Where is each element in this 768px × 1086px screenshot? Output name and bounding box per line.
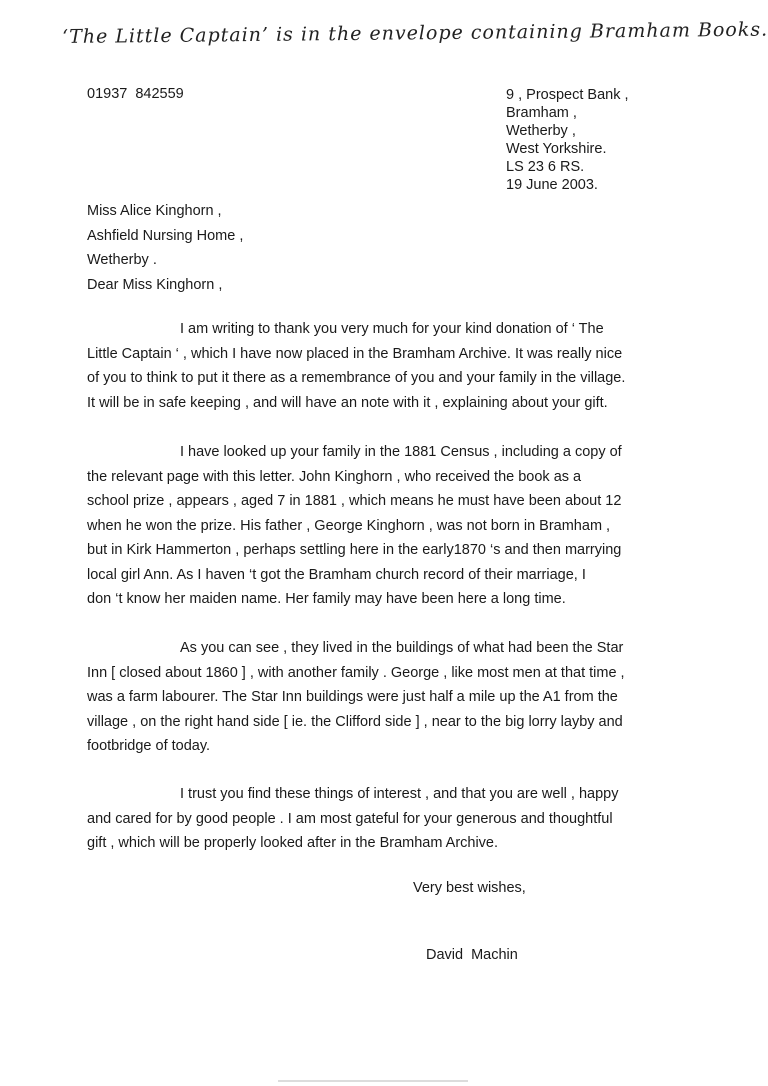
valediction: Very best wishes, xyxy=(413,880,526,896)
text-line: the relevant page with this letter. John Kinghorn , who received the book as a xyxy=(87,468,582,485)
paragraph-closing-remarks xyxy=(87,782,677,856)
sender-phone: 01937 842559 xyxy=(87,86,184,102)
text-line: I have looked up your family in the 1881 Census , including a copy of xyxy=(180,444,622,460)
paragraph-thanks xyxy=(87,317,677,415)
text-line: I am writing to thank you very much for your kind donation of ‘ The xyxy=(180,321,604,337)
letter-date: 19 June 2003. xyxy=(506,177,598,193)
text-line: As you can see , they lived in the buildings of what had been the Star xyxy=(180,640,624,656)
signature-name: David Machin xyxy=(426,947,518,963)
text-line: It will be in safe keeping , and will have an note with it , explaining about your gift. xyxy=(87,394,608,411)
recipient-address xyxy=(87,199,243,297)
address-line: West Yorkshire. xyxy=(506,141,607,157)
text-line: of you to think to put it there as a remembrance of you and your family in the village. xyxy=(87,370,626,386)
sender-address xyxy=(506,86,629,194)
address-line: 9 , Prospect Bank , xyxy=(506,87,629,103)
text-line: and cared for by good people . I am most gateful for your generous and thoughtful xyxy=(87,810,613,827)
recipient-line: Miss Alice Kinghorn , xyxy=(87,203,222,219)
text-line: village , on the right hand side [ ie. the Clifford side ] , near to the big lorry layby and xyxy=(87,713,623,730)
recipient-line: Ashfield Nursing Home , xyxy=(87,227,244,244)
text-line: but in Kirk Hammerton , perhaps settling here in the early1870 ‘s and then marrying xyxy=(87,542,622,558)
handwritten-note: ‘The Little Captain’ is in the envelope containing Bramham Books. xyxy=(62,18,768,48)
address-line: Bramham , xyxy=(506,105,577,121)
paragraph-census xyxy=(87,440,677,612)
text-line: don ‘t know her maiden name. Her family may have been here a long time. xyxy=(87,591,566,607)
text-line: Little Captain ‘ , which I have now placed in the Bramham Archive. It was really nice xyxy=(87,345,623,362)
text-line: I trust you find these things of interest , and that you are well , happy xyxy=(180,786,619,802)
scan-edge-mark xyxy=(278,1080,468,1082)
text-line: local girl Ann. As I haven ‘t got the Bramham church record of their marriage, I xyxy=(87,566,586,583)
text-line: gift , which will be properly looked after in the Bramham Archive. xyxy=(87,835,499,851)
text-line: Inn [ closed about 1860 ] , with another family . George , like most men at that time , xyxy=(87,664,625,681)
address-line: LS 23 6 RS. xyxy=(506,159,585,175)
text-line: school prize , appears , aged 7 in 1881 , which means he must have been about 12 xyxy=(87,493,622,509)
text-line: was a farm labourer. The Star Inn buildings were just half a mile up the A1 from the xyxy=(87,689,618,705)
paragraph-star-inn xyxy=(87,636,677,759)
text-line: footbridge of today. xyxy=(87,738,211,754)
recipient-line: Wetherby . xyxy=(87,252,157,268)
salutation: Dear Miss Kinghorn , xyxy=(87,276,223,293)
text-line: when he won the prize. His father , George Kinghorn , was not born in Bramham , xyxy=(87,517,611,534)
address-line: Wetherby , xyxy=(506,123,576,139)
